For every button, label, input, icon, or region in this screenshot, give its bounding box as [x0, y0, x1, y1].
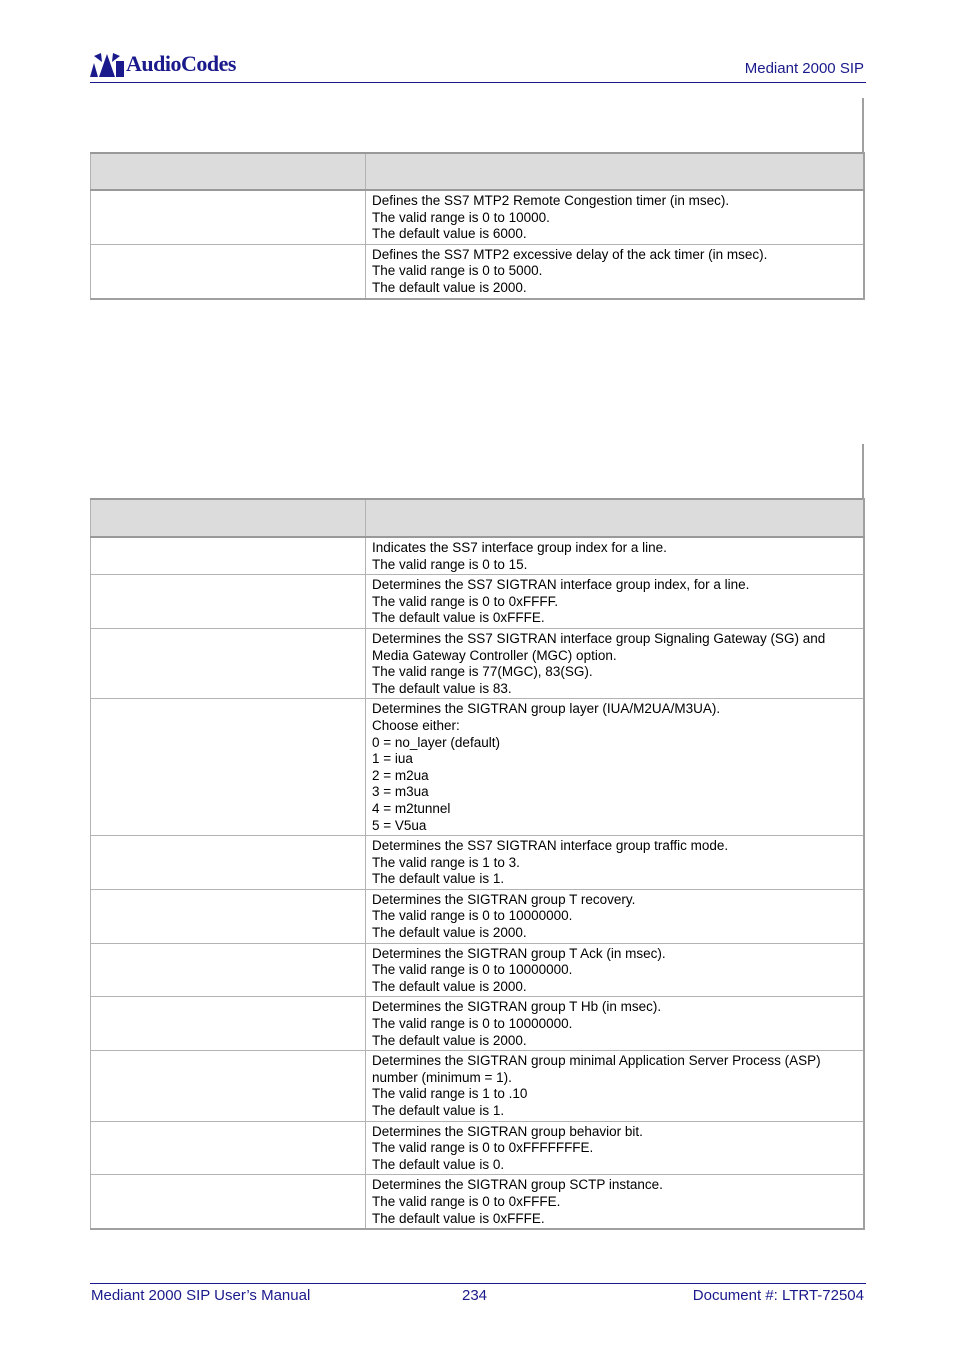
- parameter-name-cell: [91, 836, 366, 890]
- description-line: The default value is 0xFFFE.: [372, 610, 545, 626]
- table-row: [91, 244, 865, 298]
- parameter-name-cell: [91, 575, 366, 629]
- header-cell-description: [366, 499, 865, 537]
- footer-manual-title: Mediant 2000 SIP User’s Manual: [91, 1287, 311, 1304]
- logo-text: AudioCodes: [126, 51, 236, 76]
- footer-document-number: Document #: LTRT-72504: [692, 1287, 864, 1304]
- table-row: [91, 836, 865, 890]
- description-line: The default value is 1.: [372, 871, 505, 887]
- table-header-row: [91, 153, 865, 190]
- description-line: Determines the SIGTRAN group T Hb (in msec).: [372, 999, 662, 1015]
- parameter-name-cell: [91, 699, 366, 836]
- parameters-table-2: [90, 498, 865, 1230]
- audiocodes-logo-icon: [90, 51, 124, 77]
- description-line: number (minimum = 1).: [372, 1069, 512, 1085]
- description-line: Determines the SS7 SIGTRAN interface group Signaling Gateway (SG) and: [372, 630, 826, 646]
- audiocodes-logo: [90, 48, 236, 80]
- description-line: The valid range is 0 to 10000000.: [372, 962, 573, 978]
- description-line: The valid range is 0 to 10000000.: [372, 908, 573, 924]
- table-caption-rule: [862, 98, 864, 152]
- table-row: [91, 943, 865, 997]
- description-line: The valid range is 1 to .10: [372, 1086, 528, 1102]
- description-cell: [366, 699, 865, 836]
- table-row: [91, 575, 865, 629]
- description-line: 0 = no_layer (default): [372, 734, 500, 750]
- page-header: [90, 44, 866, 83]
- parameter-name-cell: [91, 1121, 366, 1175]
- description-cell: [366, 537, 865, 575]
- description-cell: [366, 575, 865, 629]
- description-line: Media Gateway Controller (MGC) option.: [372, 647, 617, 663]
- table-row: [91, 1051, 865, 1121]
- footer-page-number: 234: [462, 1287, 488, 1304]
- description-line: 1 = iua: [372, 751, 413, 767]
- description-line: The default value is 6000.: [372, 226, 527, 242]
- description-line: The default value is 83.: [372, 680, 512, 696]
- description-line: The valid range is 0 to 15.: [372, 556, 528, 572]
- table-row: [91, 537, 865, 575]
- description-line: Determines the SIGTRAN group T Ack (in msec).: [372, 945, 666, 961]
- description-cell: [366, 997, 865, 1051]
- parameter-name-cell: [91, 537, 366, 575]
- description-line: The valid range is 0 to 0xFFFF.: [372, 593, 559, 609]
- description-line: Defines the SS7 MTP2 Remote Congestion timer (in msec).: [372, 193, 730, 208]
- description-line: The valid range is 0 to 5000.: [372, 263, 543, 279]
- parameter-name-cell: [91, 997, 366, 1051]
- header-product-name: Mediant 2000 SIP: [744, 60, 864, 77]
- description-cell: [366, 889, 865, 943]
- table-row: [91, 1175, 865, 1229]
- description-line: Choose either:: [372, 717, 460, 733]
- table-row: [91, 889, 865, 943]
- header-cell-parameter: [91, 153, 366, 190]
- description-cell: [366, 836, 865, 890]
- description-line: The default value is 2000.: [372, 1032, 527, 1048]
- description-line: The valid range is 0 to 10000000.: [372, 1016, 573, 1032]
- table-row: [91, 997, 865, 1051]
- description-line: Determines the SIGTRAN group SCTP instance.: [372, 1177, 663, 1193]
- description-line: The default value is 1.: [372, 1103, 505, 1118]
- description-cell: [366, 628, 865, 698]
- description-line: Determines the SIGTRAN group layer (IUA/M2UA/M3UA).: [372, 701, 721, 717]
- description-line: The valid range is 0 to 0xFFFE.: [372, 1193, 561, 1209]
- table-header-row: [91, 499, 865, 537]
- table-caption-rule: [862, 444, 864, 498]
- description-line: The default value is 0.: [372, 1156, 505, 1172]
- page-footer: [90, 1283, 866, 1304]
- parameter-name-cell: [91, 628, 366, 698]
- description-line: 3 = m3ua: [372, 784, 429, 800]
- parameter-name-cell: [91, 190, 366, 244]
- table-row: [91, 699, 865, 836]
- parameter-name-cell: [91, 889, 366, 943]
- table-row: [91, 190, 865, 244]
- parameter-name-cell: [91, 1051, 366, 1121]
- description-line: The default value is 2000.: [372, 925, 527, 941]
- description-line: The valid range is 0 to 10000.: [372, 209, 550, 225]
- description-line: The valid range is 77(MGC), 83(SG).: [372, 664, 593, 680]
- description-line: Indicates the SS7 interface group index for a line.: [372, 540, 667, 555]
- description-line: Defines the SS7 MTP2 excessive delay of the ack timer (in msec).: [372, 246, 768, 262]
- description-line: 5 = V5ua: [372, 817, 427, 833]
- description-line: Determines the SIGTRAN group behavior bit.: [372, 1123, 643, 1139]
- description-cell: [366, 244, 865, 298]
- parameter-name-cell: [91, 1175, 366, 1229]
- description-line: Determines the SIGTRAN group T recovery.: [372, 891, 636, 907]
- parameters-table-1: [90, 152, 865, 300]
- description-line: 2 = m2ua: [372, 767, 429, 783]
- description-line: The valid range is 1 to 3.: [372, 854, 520, 870]
- description-line: The default value is 2000.: [372, 978, 527, 994]
- parameter-name-cell: [91, 943, 366, 997]
- description-line: The default value is 2000.: [372, 279, 527, 295]
- description-cell: [366, 1121, 865, 1175]
- description-cell: [366, 190, 865, 244]
- description-line: Determines the SS7 SIGTRAN interface group traffic mode.: [372, 838, 729, 854]
- header-cell-description: [366, 153, 865, 190]
- description-line: The valid range is 0 to 0xFFFFFFFE.: [372, 1140, 594, 1156]
- description-line: The default value is 0xFFFE.: [372, 1210, 545, 1226]
- description-line: Determines the SS7 SIGTRAN interface group index, for a line.: [372, 577, 750, 593]
- header-cell-parameter: [91, 499, 366, 537]
- description-cell: [366, 1175, 865, 1229]
- parameter-name-cell: [91, 244, 366, 298]
- table-row: [91, 628, 865, 698]
- description-line: Determines the SIGTRAN group minimal Application Server Process (ASP): [372, 1053, 821, 1069]
- description-line: 4 = m2tunnel: [372, 800, 451, 816]
- description-cell: [366, 943, 865, 997]
- table-row: [91, 1121, 865, 1175]
- description-cell: [366, 1051, 865, 1121]
